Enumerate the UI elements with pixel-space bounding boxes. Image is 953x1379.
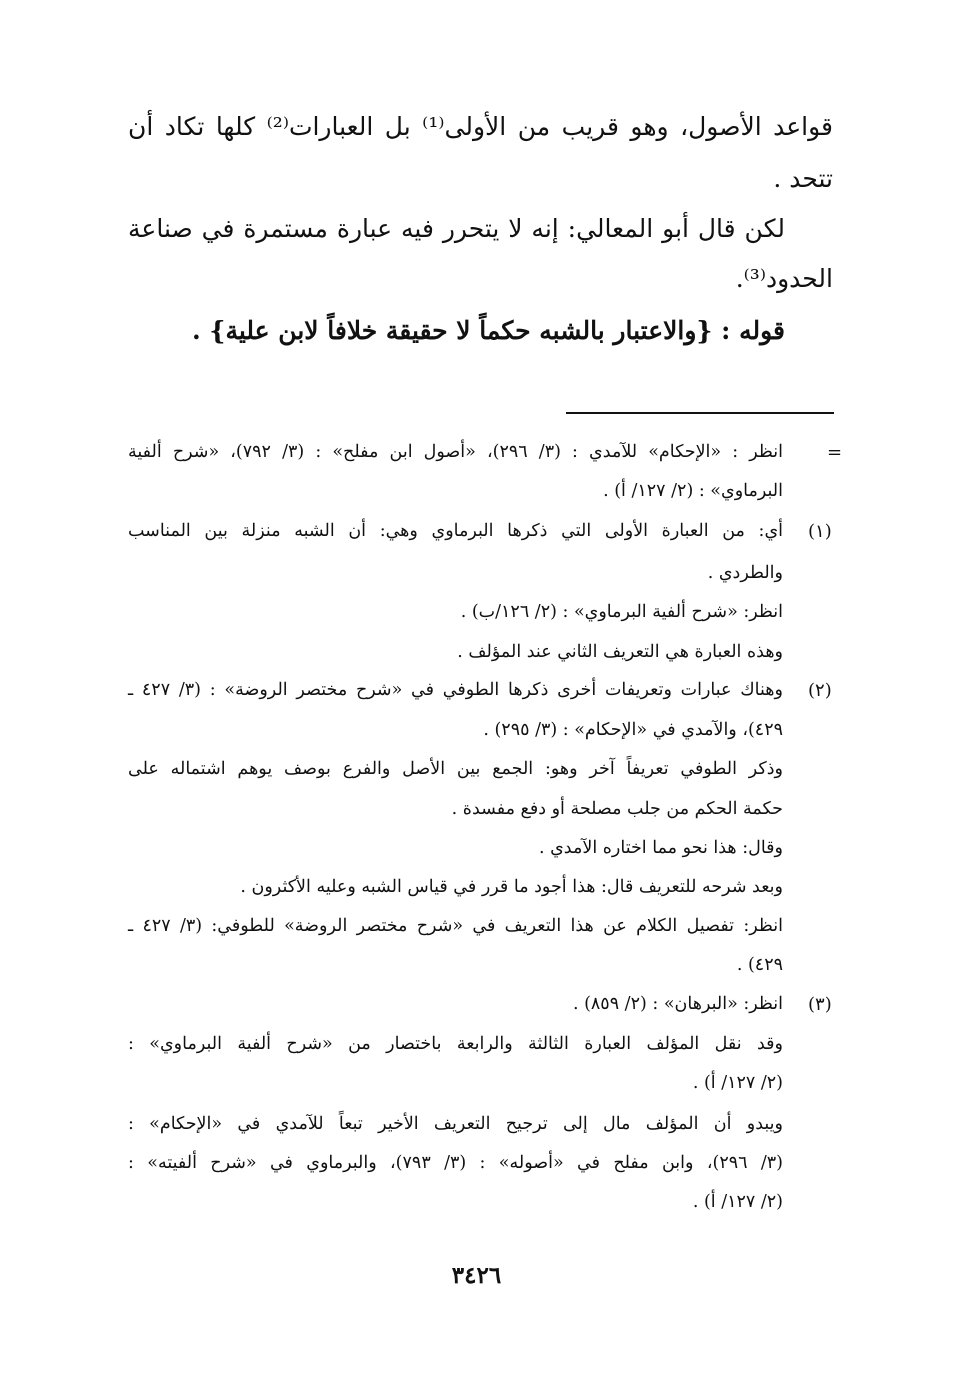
footnote-line: وهناك عبارات وتعريفات أخرى ذكرها الطوفي في «شرح مختصر الروضة» : (٣/ ٤٢٧ ـ: [128, 680, 783, 700]
footnote-marker: (٣): [808, 994, 832, 1015]
footnote-line: (٢/ ١٢٧/ أ) .: [692, 1073, 783, 1093]
footnote-line: وذكر الطوفي تعريفاً آخر وهو: الجمع بين الأصل والفرع بوصف يوهم اشتماله على: [128, 759, 783, 779]
footnote-line: وقد نقل المؤلف العبارة الثالثة والرابعة باختصار من «شرح ألفية البرماوي» :: [128, 1034, 783, 1054]
footnote-line: والطردي .: [707, 563, 783, 583]
footnote-marker: =: [827, 442, 843, 463]
footnote-line: وهذه العبارة هي التعريف الثاني عند المؤلف .: [457, 642, 783, 662]
footnote-line: حكمة الحكم من جلب مصلحة أو دفع مفسدة .: [451, 799, 783, 819]
footnote-line: انظر: «البرهان» : (٢/ ٨٥٩) .: [572, 994, 783, 1014]
footnote-line: أي: من العبارة الأولى التي ذكرها البرماوي وهي: أن الشبه منزلة بين المناسب: [128, 521, 783, 541]
footnote-line: وبعد شرحه للتعريف قال: هذا أجود ما قرر في قياس الشبه وعليه الأكثرون .: [240, 877, 783, 897]
footnote-line: وقال: هذا نحو مما اختاره الآمدي .: [538, 838, 783, 858]
footnote-line: انظر: «شرح ألفية البرماوي» : (٢/ ١٢٦/ب) .: [460, 602, 783, 622]
footnote-line: (٣/ ٢٩٦)، وابن مفلح في «أصوله» : (٣/ ٧٩٣)، والبرماوي في «شرح ألفيته» :: [128, 1153, 783, 1173]
footnote-line: البرماوي» : (٢/ ١٢٧/ أ) .: [603, 481, 783, 501]
footnote-line: انظر: تفصيل الكلام عن هذا التعريف في «شرح مختصر الروضة» للطوفي: (٣/ ٤٢٧ ـ: [128, 916, 783, 936]
main-line: قواعد الأصول، وهو قريب من الأولى⁽¹⁾ بل العبارات⁽²⁾ كلها تكاد أن: [128, 112, 833, 141]
page-number: ٣٤٢٦: [451, 1262, 502, 1289]
footnote-marker: (١): [808, 521, 832, 542]
footnote-line: ويبدو أن المؤلف مال إلى ترجيح التعريف الأخير تبعاً للآمدي في «الإحكام» :: [128, 1114, 783, 1134]
footnote-line: انظر : «الإحكام» للآمدي : (٣/ ٢٩٦)، «أصول ابن مفلح» : (٣/ ٧٩٢)، «شرح ألفية: [128, 442, 783, 462]
footnote-marker: (٢): [808, 680, 832, 701]
main-line: لكن قال أبو المعالي: إنه لا يتحرر فيه عبارة مستمرة في صناعة: [128, 214, 785, 243]
main-line: تتحد .: [773, 164, 833, 193]
bold-quote-line: قوله : {والاعتبار بالشبه حكماً لا حقيقة خلافاً لابن علية} .: [191, 316, 785, 345]
footnote-line: (٢/ ١٢٧/ أ) .: [692, 1192, 783, 1212]
footnote-line: ٤٢٩) .: [736, 955, 783, 975]
main-line: الحدود⁽³⁾.: [735, 264, 833, 293]
footnote-line: ٤٢٩)، والآمدي في «الإحكام» : (٣/ ٢٩٥) .: [483, 720, 783, 740]
footnote-separator: [566, 412, 834, 414]
